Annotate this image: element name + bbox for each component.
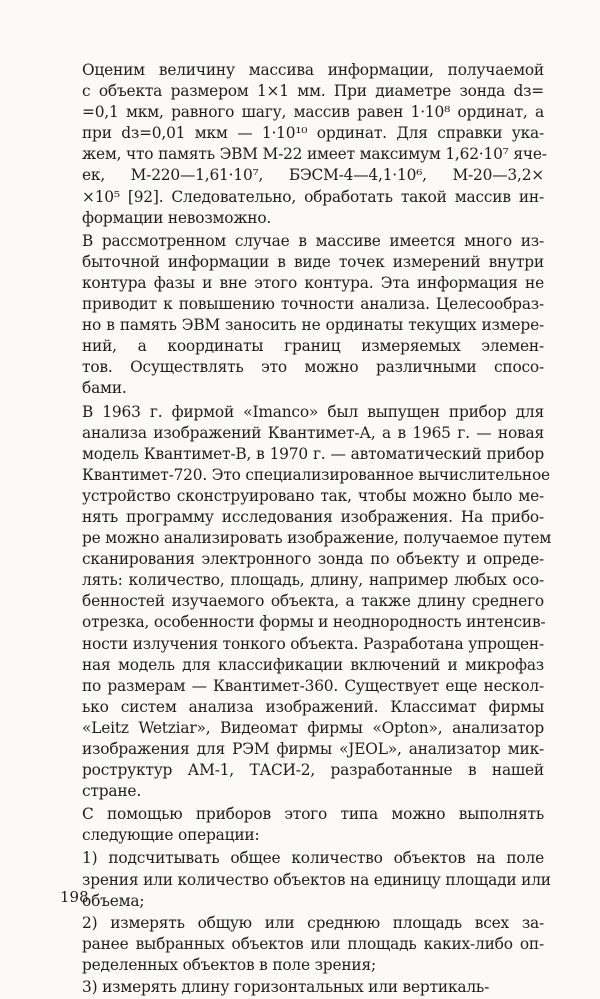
text-line: ности излучения тонкого объекта. Разработана упрощен- xyxy=(82,634,544,653)
paragraph xyxy=(56,977,544,998)
text-line: приводит к повышению точности анализа. Целесообраз- xyxy=(82,295,544,314)
paragraph xyxy=(56,913,544,976)
text-line: бенностей изучаемого объекта, а также длину среднего xyxy=(82,592,544,611)
text-line: зрения или количество объектов на единицу площади или xyxy=(82,870,551,889)
text-line: В 1963 г. фирмой «Imanco» был выпущен прибор для xyxy=(82,402,544,421)
text-line: =0,1 мкм, равного шагу, массив равен 1·10⁸ ординат, а xyxy=(82,103,544,122)
text-line: «Leitz Wetziar», Видеомат фирмы «Opton», анализатор xyxy=(82,718,544,737)
text-line: Квантимет-720. Это специализированное вычислительное xyxy=(82,465,550,484)
paragraph xyxy=(56,60,547,229)
text-line: изображения для РЭМ фирмы «JEOL», анализатор мик- xyxy=(82,740,544,758)
text-line: ная модель для классификации включений и микрофаз xyxy=(82,655,544,674)
text-line: 2) измерять общую или среднюю площадь всех за- xyxy=(82,913,544,932)
paragraph xyxy=(56,231,544,400)
text-line: анализа изображений Квантимет-А, а в 1965 г. — новая xyxy=(82,423,544,442)
text-line: С помощью приборов этого типа можно выполнять xyxy=(82,805,544,824)
text-line: роструктур АМ-1, ТАСИ-2, разработанные в нашей xyxy=(82,761,544,780)
text-line: следующие операции: xyxy=(82,826,260,845)
text-line: сканирования электронного зонда по объекту и опреде- xyxy=(82,550,544,569)
text-line: ранее выбранных объектов или площадь каких-либо оп- xyxy=(82,934,544,953)
text-line: ько систем анализа изображений. Классимат фирмы xyxy=(82,697,544,716)
text-line: с объекта размером 1×1 мм. При диаметре зонда dз= xyxy=(82,82,544,101)
text-line: ределенных объектов в поле зрения; xyxy=(82,955,376,974)
paragraph xyxy=(56,804,544,846)
text-line: 1) подсчитывать общее количество объектов на поле xyxy=(82,849,544,868)
text-line: лять: количество, площадь, длину, например любых осо- xyxy=(82,571,544,590)
text-line: ре можно анализировать изображение, получаемое путем xyxy=(82,529,552,548)
text-line: нять программу исследования изображения. На прибо- xyxy=(82,507,544,526)
text-line: по размерам — Квантимет-360. Существует еще нескол- xyxy=(82,676,544,695)
page-number: 198 xyxy=(60,888,89,906)
paragraph xyxy=(56,848,551,911)
text-line: 3) измерять длину горизонтальных или вертикаль- xyxy=(82,978,490,997)
text-line: объема; xyxy=(82,891,145,910)
text-line: быточной информации в виде точек измерений внутри xyxy=(82,252,544,271)
text-line: но в память ЭВМ заносить не ординаты текущих измере- xyxy=(82,316,544,335)
text-line: бами. xyxy=(82,379,127,398)
text-line: тов. Осуществлять это можно различными спосо- xyxy=(82,358,544,377)
text-line: жем, что память ЭВМ М-22 имеет максимум 1,62·10⁷ яче- xyxy=(82,145,547,164)
text-line: ек, М-220—1,61·10⁷, БЭСМ-4—4,1·10⁶, М-20—3,2× xyxy=(82,166,544,185)
text-line: контура фазы и вне этого контура. Эта информация не xyxy=(82,273,544,292)
text-line: устройство сконструировано так, чтобы можно было ме- xyxy=(82,486,544,505)
text-line: Оценим величину массива информации, получаемой xyxy=(82,61,544,79)
paragraph xyxy=(56,402,552,803)
text-line: В рассмотренном случае в массиве имеется много из- xyxy=(82,231,544,250)
text-line: при dз=0,01 мкм — 1·10¹⁰ ординат. Для справки ука- xyxy=(82,124,544,143)
body-text xyxy=(56,60,552,999)
text-line: стране. xyxy=(82,782,142,801)
text-line: ний, а координаты границ измеряемых элемен- xyxy=(82,337,544,356)
text-line: отрезка, особенности формы и неоднородность интенсив- xyxy=(82,613,546,632)
text-line: формации невозможно. xyxy=(82,208,272,227)
text-line: модель Квантимет-В, в 1970 г. — автоматический прибор xyxy=(82,444,544,463)
text-line: ×10⁵ [92]. Следовательно, обработать такой массив ин- xyxy=(82,187,544,206)
